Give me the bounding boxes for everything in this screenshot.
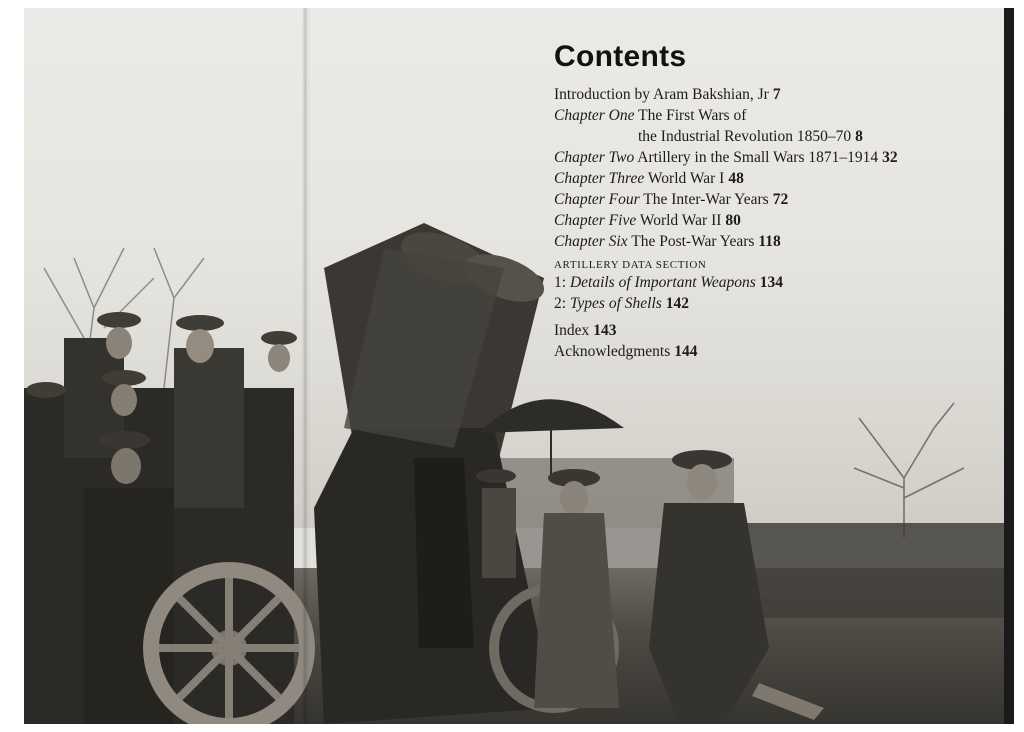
toc-entry-chapter-four <box>554 189 974 210</box>
gun-wheel <box>151 570 307 724</box>
toc-entry-text: Introduction by Aram Bakshian, Jr <box>554 86 769 103</box>
toc-page-number: 8 <box>855 128 863 145</box>
toc-entry-text: World War II <box>639 212 722 229</box>
toc-entry-chapter-three <box>554 168 974 189</box>
book-edge <box>1004 8 1014 724</box>
toc-entry-text: World War I <box>647 170 725 187</box>
toc-entry-text: The Post-War Years <box>631 233 755 250</box>
toc-data-entry-1 <box>554 272 974 293</box>
toc-chapter-label: Chapter Five <box>554 212 637 229</box>
toc-page-number: 143 <box>593 322 617 339</box>
toc-entry-chapter-six <box>554 231 974 252</box>
book-gutter <box>302 8 310 724</box>
toc-entry-chapter-one-cont <box>554 126 974 147</box>
toc-page-number: 72 <box>772 191 789 208</box>
hedge <box>724 523 1006 618</box>
toc-entry-text: the Industrial Revolution 1850–70 <box>638 128 852 145</box>
wooden-plank <box>752 683 824 720</box>
toc-chapter-label: Chapter One <box>554 107 635 124</box>
photo-spread <box>24 8 1006 724</box>
toc-entry-introduction <box>554 84 974 105</box>
toc-page-number: 80 <box>725 212 741 229</box>
soldiers-group-left <box>24 312 297 724</box>
toc-chapter-label: Chapter Three <box>554 170 645 187</box>
toc-entry-text: Types of Shells <box>569 295 662 312</box>
toc-entry-text: The First Wars of <box>638 107 747 124</box>
toc-entry-chapter-two <box>554 147 974 168</box>
toc-data-number: 2: <box>554 295 567 312</box>
toc-page-number: 48 <box>728 170 744 187</box>
toc-entry-text: Details of Important Weapons <box>569 274 756 291</box>
toc-entry-text: Acknowledgments <box>554 343 671 360</box>
toc-chapter-label: Chapter Four <box>554 191 640 208</box>
toc-page-number: 134 <box>759 274 784 291</box>
table-of-contents <box>554 40 974 362</box>
toc-entry-text: Artillery in the Small Wars 1871–1914 <box>637 149 879 166</box>
contents-title: Contents <box>554 40 687 73</box>
toc-page-number: 32 <box>882 149 898 166</box>
toc-entry-chapter-one <box>554 105 974 126</box>
data-section-heading: ARTILLERY DATA SECTION <box>554 259 707 271</box>
toc-entry-text: Index <box>554 322 590 339</box>
toc-page-number: 118 <box>758 233 781 250</box>
toc-entry-acknowledgments <box>554 341 974 362</box>
toc-data-entry-2 <box>554 293 974 314</box>
toc-entry-text: The Inter-War Years <box>643 191 769 208</box>
toc-page-number: 7 <box>772 86 781 103</box>
toc-data-number: 1: <box>554 274 567 291</box>
toc-page-number: 142 <box>665 295 690 312</box>
toc-page-number: 144 <box>674 343 698 360</box>
toc-chapter-label: Chapter Six <box>554 233 628 250</box>
bare-tree-right <box>854 403 964 538</box>
toc-chapter-label: Chapter Two <box>554 149 635 166</box>
toc-entry-index <box>554 320 974 341</box>
toc-entry-chapter-five <box>554 210 974 231</box>
